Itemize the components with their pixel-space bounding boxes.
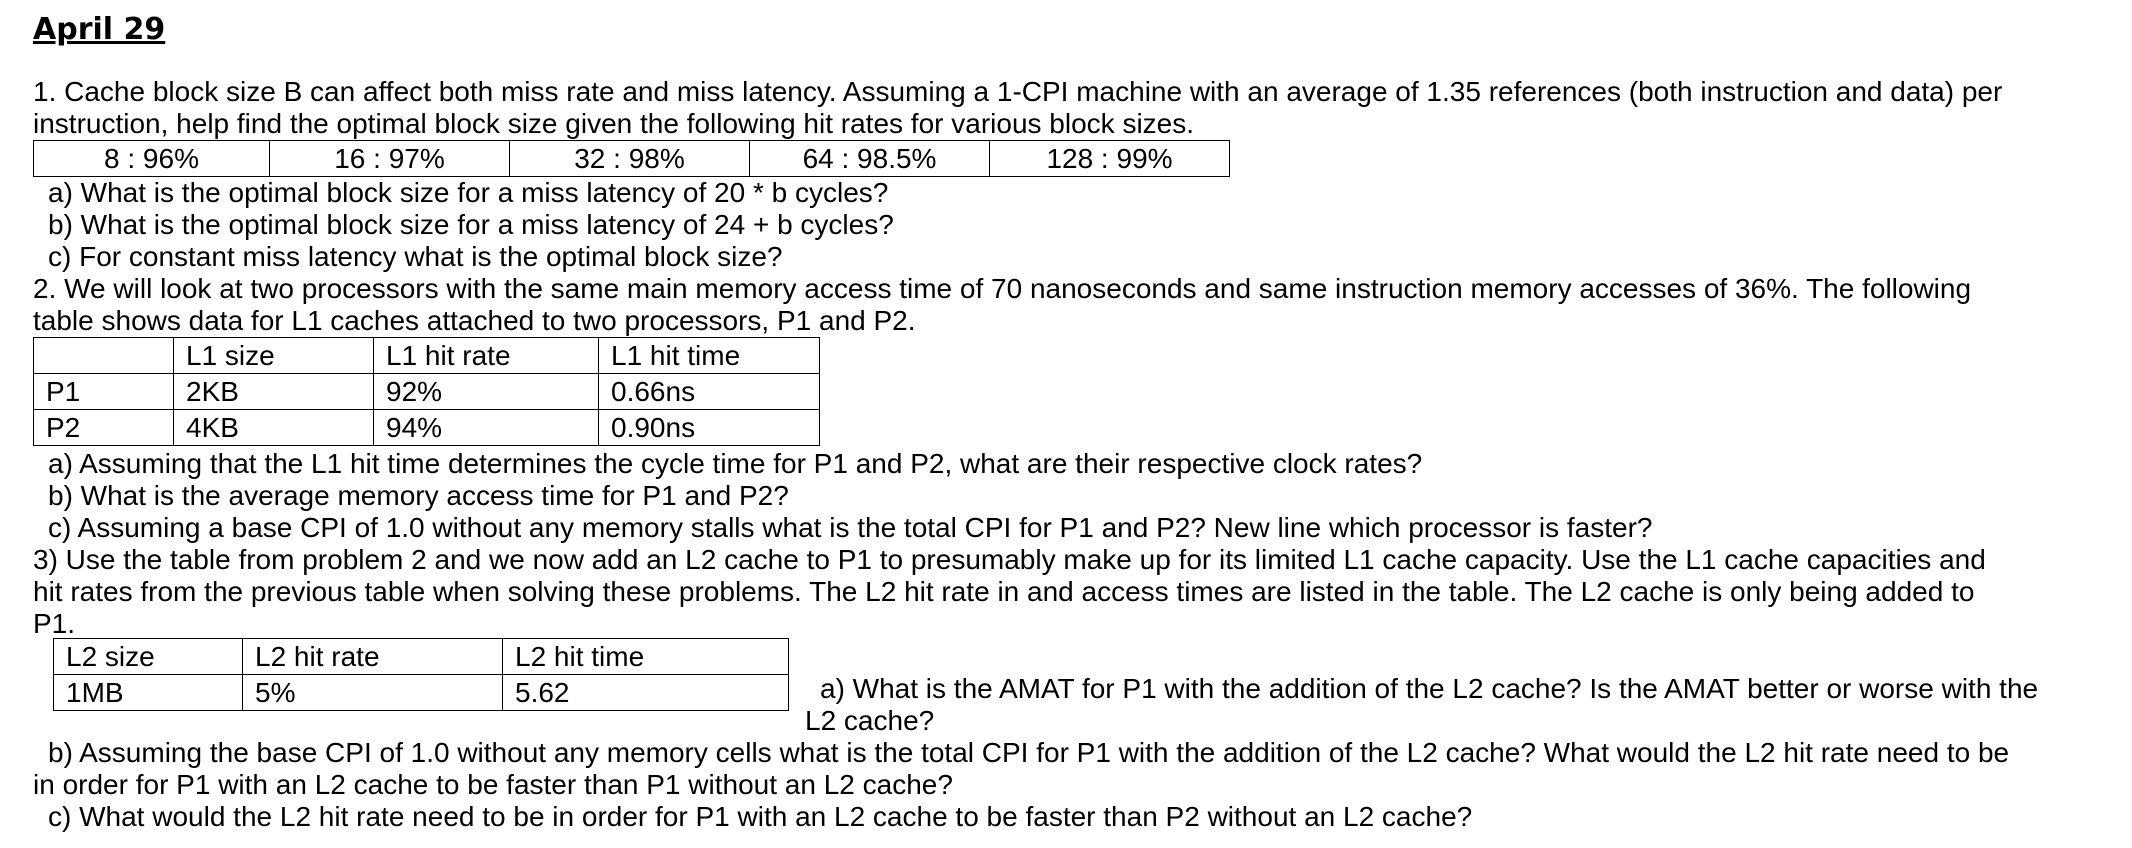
q1-part-c: c) For constant miss latency what is the optimal block size? [48, 241, 783, 272]
table-header-row [54, 639, 789, 675]
q1-part-a: a) What is the optimal block size for a miss latency of 20 * b cycles? [48, 177, 889, 208]
q2-text-line1: 2. We will look at two processors with the same main memory access time of 70 nanoseconds and same instruction memory accesses of 36%. The following [33, 273, 1972, 304]
block-size-hit-rate-table [33, 140, 1230, 177]
table-header-cell: L2 size [54, 639, 243, 675]
table-cell: 64 : 98.5% [750, 141, 990, 177]
q2-part-c: c) Assuming a base CPI of 1.0 without any memory stalls what is the total CPI for P1 and P2? New line which processor is faster? [48, 512, 1653, 543]
table-header-cell: L2 hit rate [243, 639, 503, 675]
q1-part-b: b) What is the optimal block size for a miss latency of 24 + b cycles? [48, 209, 894, 240]
table-header-row [34, 338, 820, 374]
q3-part-a-line1: a) What is the AMAT for P1 with the addition of the L2 cache? Is the AMAT better or worse with the [820, 673, 2039, 704]
table-cell: 16 : 97% [270, 141, 510, 177]
page-title: April 29 [33, 12, 166, 47]
table-cell: 0.90ns [599, 410, 820, 446]
q3-text-line2: hit rates from the previous table when solving these problems. The L2 hit rate in and access times are listed in the table. The L2 cache is only being added to [33, 576, 1975, 607]
table-cell: 4KB [174, 410, 374, 446]
table-cell: P2 [34, 410, 174, 446]
table-cell: 5.62 [503, 675, 789, 711]
q3-part-b-line1: b) Assuming the base CPI of 1.0 without any memory cells what is the total CPI for P1 with the addition of the L2 cache? What would the L2 hit rate need to be [48, 737, 2010, 768]
table-header-cell [34, 338, 174, 374]
q3-part-a-line2: L2 cache? [805, 705, 935, 736]
q3-part-c: c) What would the L2 hit rate need to be in order for P1 with an L2 cache to be faster than P2 without an L2 cache? [48, 801, 1473, 832]
table-cell: 5% [243, 675, 503, 711]
l2-cache-table [53, 638, 789, 711]
q2-text-line2: table shows data for L1 caches attached to two processors, P1 and P2. [33, 305, 916, 336]
table-cell: 92% [374, 374, 599, 410]
table-header-cell: L1 hit time [599, 338, 820, 374]
l1-cache-table [33, 337, 820, 446]
table-cell: 32 : 98% [510, 141, 750, 177]
table-header-cell: L1 hit rate [374, 338, 599, 374]
table-cell: P1 [34, 374, 174, 410]
table-row [34, 410, 820, 446]
table-row [34, 141, 1230, 177]
table-row [54, 675, 789, 711]
table-cell: 94% [374, 410, 599, 446]
q3-text-line3: P1. [33, 608, 76, 639]
table-cell: 0.66ns [599, 374, 820, 410]
q3-text-line1: 3) Use the table from problem 2 and we now add an L2 cache to P1 to presumably make up for its limited L1 cache capacity. Use the L1 cache capacities and [33, 544, 1986, 575]
table-cell: 128 : 99% [990, 141, 1230, 177]
q1-text-line1: 1. Cache block size B can affect both miss rate and miss latency. Assuming a 1-CPI machine with an average of 1.35 references (both instruction and data) per [33, 76, 2003, 107]
q1-text-line2: instruction, help find the optimal block size given the following hit rates for various block sizes. [33, 108, 1195, 139]
table-cell: 1MB [54, 675, 243, 711]
table-cell: 8 : 96% [34, 141, 270, 177]
table-cell: 2KB [174, 374, 374, 410]
q2-part-b: b) What is the average memory access time for P1 and P2? [48, 480, 789, 511]
q3-part-b-line2: in order for P1 with an L2 cache to be faster than P1 without an L2 cache? [33, 769, 953, 800]
q2-part-a: a) Assuming that the L1 hit time determines the cycle time for P1 and P2, what are their respective clock rates? [48, 448, 1423, 479]
table-row [34, 374, 820, 410]
table-header-cell: L2 hit time [503, 639, 789, 675]
table-header-cell: L1 size [174, 338, 374, 374]
